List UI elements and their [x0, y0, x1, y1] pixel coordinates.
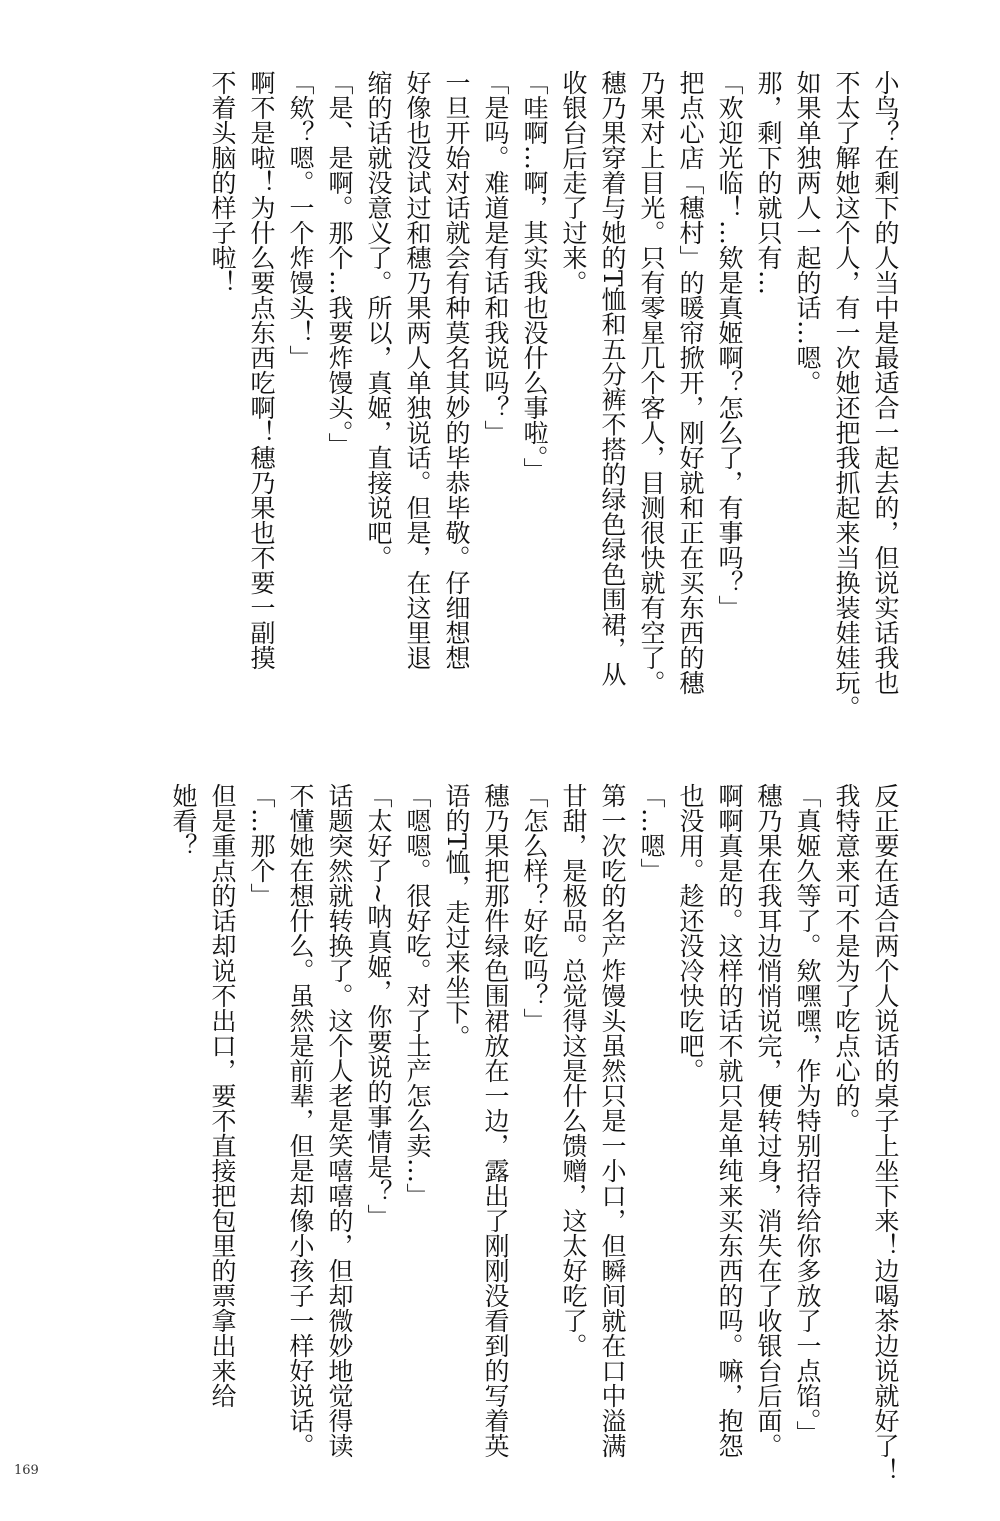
text-line: 「哇啊…啊，其实我也没什么事啦。」: [520, 70, 549, 483]
text-line: 「欢迎光临！…欸是真姬啊？怎么了，有事吗？」: [715, 70, 744, 620]
text-line: 把点心店「穗村」的暖帘掀开，刚好就和正在买东西的穗: [676, 70, 705, 695]
text-line: 不着头脑的样子啦！: [208, 70, 237, 295]
text-line: 小鸟？在剩下的人当中是最适合一起去的，但说实话我也: [871, 70, 900, 695]
text-line: 不懂她在想什么。虽然是前辈，但是却像小孩子一样好说话。: [286, 783, 315, 1458]
text-line: 如果单独两人一起的话…嗯。: [793, 70, 822, 395]
text-line: 她看？: [169, 783, 198, 858]
text-line: 「怎么样？好吃吗？」: [520, 783, 549, 1033]
text-line: 「是吗。难道是有话和我说吗？」: [481, 70, 510, 445]
text-line: 但是重点的话却说不出口，要不直接把包里的票拿出来给: [208, 783, 237, 1408]
text-line: 第一次吃的名产炸馒头虽然只是一小口，但瞬间就在口中溢满: [598, 783, 627, 1458]
text-line: 乃果对上目光。只有零星几个客人，目测很快就有空了。: [637, 70, 666, 695]
text-line: 啊不是啦！为什么要点东西吃啊！穗乃果也不要一副摸: [247, 70, 276, 670]
text-line: 甘甜，是极品。总觉得这是什么馈赠，这太好吃了。: [559, 783, 588, 1358]
text-line: 话题突然就转换了。这个人老是笑嘻嘻的，但却微妙地觉得读: [325, 783, 354, 1458]
text-line: 穗乃果在我耳边悄悄说完，便转过身，消失在了收银台后面。: [754, 783, 783, 1458]
text-block-bottom: [164, 783, 905, 1483]
text-line: 「是、是啊。那个…我要炸馒头。」: [325, 70, 354, 458]
text-line: 收银台后走了过来。: [559, 70, 588, 295]
text-line: 反正要在适合两个人说话的桌子上坐下来！边喝茶边说就好了！: [871, 783, 900, 1483]
text-line: 穗乃果穿着与她的T恤和五分裤不搭的绿色绿色围裙，从: [598, 70, 627, 687]
text-line: 「真姬久等了。欸嘿嘿，作为特别招待给你多放了一点馅。」: [793, 783, 822, 1446]
text-line: 不太了解她这个人，有一次她还把我抓起来当换装娃娃玩。: [832, 70, 861, 720]
text-line: 「嗯嗯。很好吃。对了土产怎么卖…」: [403, 783, 432, 1208]
text-line: 缩的话就没意义了。所以，真姬，直接说吧。: [364, 70, 393, 570]
text-line: 「太好了~呐真姬，你要说的事情是？」: [364, 783, 393, 1229]
text-block-top: [203, 70, 905, 750]
text-line: 「…那个」: [247, 783, 276, 908]
text-line: 「欸？嗯。一个炸馒头！」: [286, 70, 315, 370]
text-line: 也没用。趁还没冷快吃吧。: [676, 783, 705, 1083]
page-number: 169: [14, 1463, 39, 1478]
text-line: 「…嗯」: [637, 783, 666, 883]
text-line: 好像也没试过和穗乃果两人单独说话。但是，在这里退: [403, 70, 432, 670]
text-line: 一旦开始对话就会有种莫名其妙的毕恭毕敬。仔细想想: [442, 70, 471, 670]
text-line: 语的T恤，走过来坐下。: [442, 783, 471, 1050]
text-line: 我特意来可不是为了吃点心的。: [832, 783, 861, 1133]
text-line: 穗乃果把那件绿色围裙放在一边，露出了刚刚没看到的写着英: [481, 783, 510, 1458]
text-line: 啊啊真是的。这样的话不就只是单纯来买东西的吗。嘛，抱怨: [715, 783, 744, 1458]
text-line: 那，剩下的就只有…: [754, 70, 783, 295]
